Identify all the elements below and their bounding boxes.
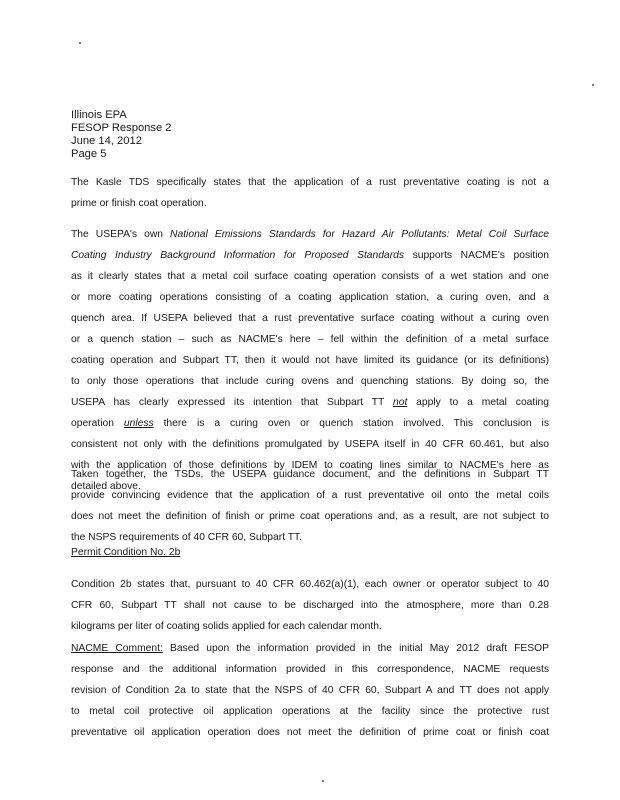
text-line: prime or finish coat operation. [71, 198, 207, 209]
text-line: The Kasle TDS specifically states that the application of a rust preventative coating is not a [71, 177, 549, 188]
paragraph-condition-2b [71, 574, 549, 637]
text-span: Based upon the information provided in the initial May 2012 draft FESOP [162, 643, 549, 654]
text-line: consistent not only with the definitions promulgated by USEPA itself in 40 CFR 60.461, but also [71, 439, 549, 450]
text-line: response and the additional information provided in this correspondence, NACME requests [71, 664, 549, 675]
text-line [71, 392, 549, 413]
text-line: Taken together, the TSDs, the USEPA guidance document, and the definitions in Subpart TT [71, 469, 549, 480]
paragraph-conclusion [71, 464, 549, 548]
letter-header [71, 109, 172, 161]
scan-speck [79, 42, 81, 44]
text-line: preventative oil application operation does not meet the definition of prime coat or finish coat [71, 727, 549, 738]
emphasis-unless: unless [123, 418, 154, 429]
text-line: detailed above. [71, 481, 141, 492]
text-line: as it clearly states that a metal coil surface coating operation consists of a wet station and one [71, 271, 549, 282]
text-line [71, 413, 549, 434]
text-span: supports NACME's position [404, 250, 549, 261]
text-line: to only those operations that include curing ovens and quenching stations. By doing so, the [71, 376, 549, 387]
text-span: there is a curing oven or quench station involved. This conclusion is [153, 418, 549, 429]
text-line: or more coating operations consisting of a coating application station, a curing oven, and a [71, 292, 549, 303]
text-line [71, 638, 549, 659]
text-line: quench area. If USEPA believed that a rust preventative surface coating without a curing oven [71, 313, 549, 324]
text-line: does not meet the definition of finish or prime coat operations and, as a result, are not subject to [71, 511, 549, 522]
text-line: the NSPS requirements of 40 CFR 60, Subpart TT. [71, 532, 303, 543]
header-recipient: Illinois EPA [71, 109, 127, 121]
section-heading [71, 542, 549, 563]
header-subject: FESOP Response 2 [71, 122, 172, 134]
text-span: operation [71, 418, 124, 429]
text-span: apply to a metal coating [407, 397, 549, 408]
text-span: USEPA has clearly expressed its intention that Subpart TT [71, 397, 393, 408]
text-line: revision of Condition 2a to state that the NSPS of 40 CFR 60, Subpart A and TT does not apply [71, 685, 549, 696]
text-line: with the application of those definitions by IDEM to coating lines similar to NACME's here as [71, 460, 549, 471]
permit-condition-heading: Permit Condition No. 2b [71, 547, 181, 558]
header-date: June 14, 2012 [71, 135, 142, 147]
text-line: coating operation and Subpart TT, then it would not have limited its guidance (or its definitions) [71, 355, 549, 366]
text-line: kilograms per liter of coating solids applied for each calendar month. [71, 621, 382, 632]
text-line: or a quench station – such as NACME's here – fell within the definition of a metal surface [71, 334, 549, 345]
scan-speck [322, 780, 324, 782]
text-span: The USEPA's own [71, 229, 171, 240]
scan-speck [592, 84, 594, 86]
text-line: Condition 2b states that, pursuant to 40 CFR 60.462(a)(1), each owner or operator subject to 40 [71, 579, 549, 590]
document-title-italic: Coating Industry Background Information for Proposed Standards [71, 250, 405, 261]
text-line: provide convincing evidence that the application of a rust preventative oil onto the metal coils [71, 490, 549, 501]
emphasis-not: not [392, 397, 408, 408]
text-line: to metal coil protective oil application operations at the facility since the protective rust [71, 706, 549, 717]
text-line [71, 224, 549, 245]
header-page-number: Page 5 [71, 148, 107, 160]
text-line [71, 245, 549, 266]
paragraph-usepa-guidance [71, 224, 549, 497]
paragraph-nacme-comment [71, 638, 549, 743]
text-line: CFR 60, Subpart TT shall not cause to be discharged into the atmosphere, more than 0.28 [71, 600, 549, 611]
nacme-comment-label: NACME Comment: [71, 643, 163, 654]
paragraph-kasle-tds [71, 172, 549, 214]
document-title-italic: National Emissions Standards for Hazard Air Pollutants: Metal Coil Surface [170, 229, 549, 240]
